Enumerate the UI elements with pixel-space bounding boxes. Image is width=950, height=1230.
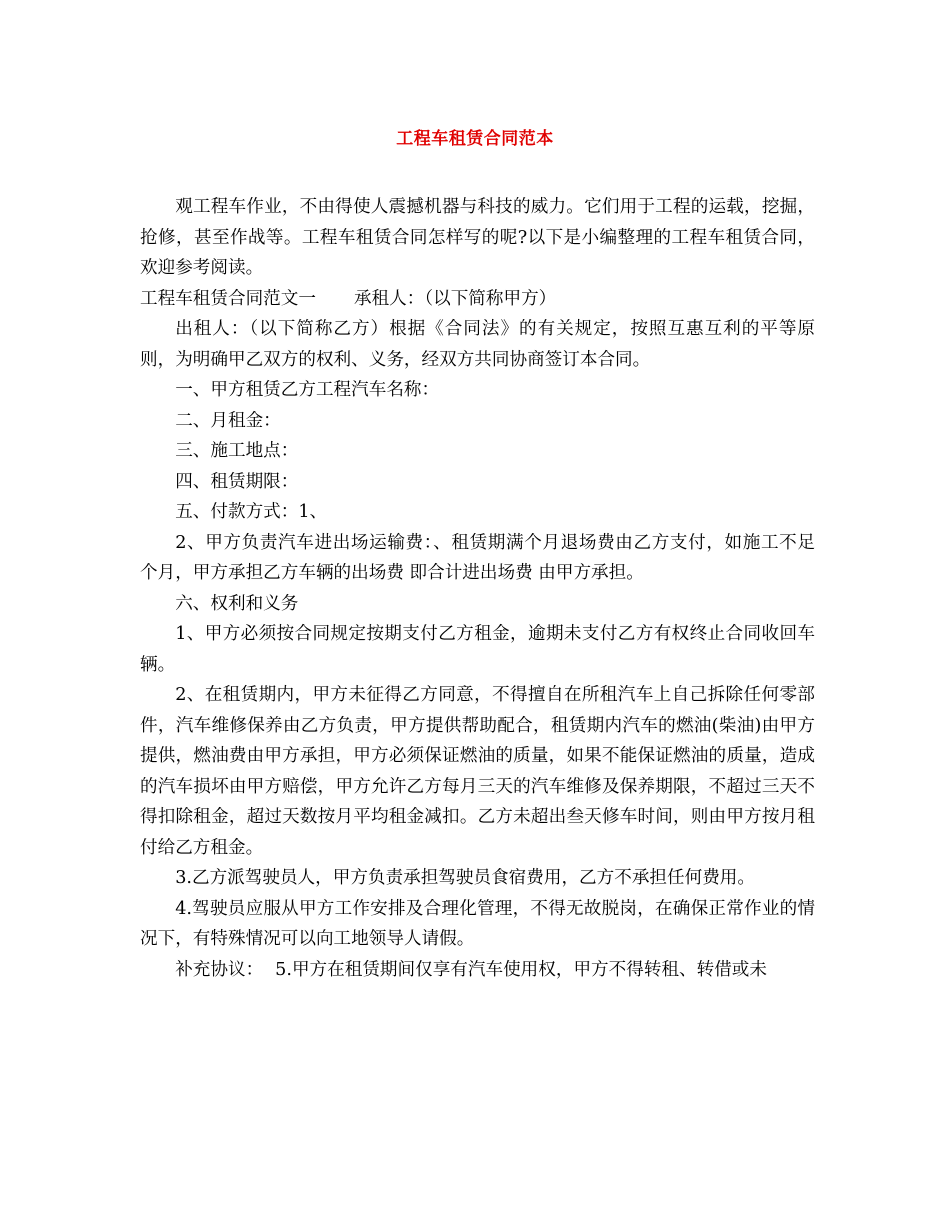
contract-sample-heading: 工程车租赁合同范文一 [140, 288, 316, 309]
clause-transport-fee: 2、甲方负责汽车进出场运输费：、租赁期满个月退场费由乙方支付，如施工不足 个月，甲方承担乙方车辆的出场费 即合计进出场费 由甲方承担。 [140, 532, 815, 583]
supplement-label: 补充协议： [175, 959, 264, 980]
lessee-label: 承租人：（以下简称甲方） [353, 288, 557, 309]
clause-site: 三、施工地点： [175, 441, 299, 461]
clause-monthly-rent: 二、月租金： [175, 410, 281, 431]
document-body [140, 192, 815, 985]
obligation-3: 3.乙方派驾驶员人，甲方负责承担驾驶员食宿费用，乙方不承担任何费用。 [175, 868, 755, 888]
obligation-4: 4.驾驶员应服从甲方工作安排及合理化管理，不得无故脱岗，在确保正常作业的情况下，有特殊情况可以向工地领导人请假。 [140, 898, 815, 949]
obligation-5: 5.甲方在租赁期间仅享有汽车使用权，甲方不得转租、转借或未 [275, 959, 767, 980]
document-title: 工程车租赁合同范本 [396, 129, 554, 149]
contract-heading-line [140, 284, 815, 315]
clause-vehicle-name: 一、甲方租赁乙方工程汽车名称： [175, 380, 440, 400]
obligation-2: 2、在租赁期内，甲方未征得乙方同意，不得擅自在所租汽车上自己拆除任何零部件，汽车维修保养由乙方负责，甲方提供帮助配合，租赁期内汽车的燃油(柴油)由甲方提供，燃油费由甲方承担，甲方必须保证燃油的质量，如果不能保证燃油的质量，造成的汽车损坏由甲方赔偿，甲方允许乙方每月三天的汽车维修及保养期限，不超过三天不得扣除租金，超过天数按月平均租金减扣。乙方未超出叁天修车时间，则由甲方按月租付给乙方租金。 [140, 685, 815, 858]
lessor-paragraph: 出租人：（以下简称乙方）根据《合同法》的有关规定，按照互惠互利的平等原则，为明确甲乙双方的权利、义务，经双方共同协商签订本合同。 [140, 319, 815, 370]
intro-paragraph: 观工程车作业，不由得使人震撼机器与科技的威力。它们用于工程的运载，挖掘，抢修，甚至作战等。工程车租赁合同怎样写的呢?以下是小编整理的工程车租赁合同，欢迎参考阅读。 [140, 197, 815, 278]
obligation-1: 1、甲方必须按合同规定按期支付乙方租金，逾期未支付乙方有权终止合同收回车辆。 [140, 624, 815, 675]
clause-payment-method: 五、付款方式：1、 [175, 502, 328, 522]
section-rights-obligations: 六、权利和义务 [175, 593, 299, 614]
supplement-line [140, 955, 815, 986]
clause-lease-term: 四、租赁期限： [175, 471, 299, 492]
